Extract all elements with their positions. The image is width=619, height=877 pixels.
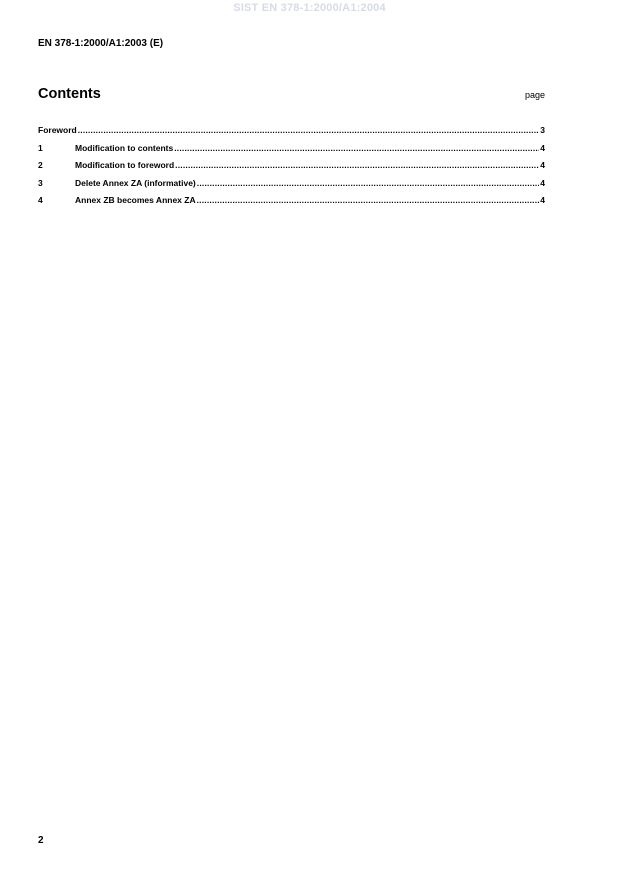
toc-entry-number: 2: [38, 160, 43, 170]
toc-entry-page: 4: [540, 177, 545, 188]
toc-entry-page: 3: [540, 125, 545, 135]
toc-entry-page: 4: [540, 142, 545, 153]
toc-entry-4[interactable]: [38, 195, 545, 213]
toc-dot-leader: [197, 195, 540, 205]
toc-entry-foreword[interactable]: [38, 125, 545, 143]
toc-entry-title: Modification to foreword: [75, 160, 175, 170]
toc-entry-page: 4: [540, 195, 545, 205]
page-number: 2: [38, 835, 44, 846]
document-watermark: SIST EN 378-1:2000/A1:2004: [233, 2, 386, 14]
toc-entry-number: 1: [38, 142, 43, 153]
toc-dot-leader: [78, 125, 540, 135]
toc-entry-title: Modification to contents: [75, 142, 174, 153]
toc-entry-2[interactable]: [38, 160, 545, 178]
toc-entry-title: Delete Annex ZA (informative): [75, 177, 196, 188]
toc-dot-leader: [174, 143, 539, 153]
toc-entry-page: 4: [540, 160, 545, 170]
toc-entry-number: 4: [38, 195, 43, 205]
toc-entry-3[interactable]: [38, 178, 545, 196]
toc-dot-leader: [175, 160, 539, 170]
toc-dot-leader: [197, 178, 540, 188]
toc-entry-number: 3: [38, 177, 43, 188]
toc-entry-title: Foreword: [38, 125, 77, 135]
contents-heading: Contents: [38, 86, 101, 102]
table-of-contents: [38, 125, 545, 213]
document-header: EN 378-1:2000/A1:2003 (E): [38, 38, 164, 49]
toc-entry-title: Annex ZB becomes Annex ZA: [75, 195, 196, 205]
toc-entry-1[interactable]: [38, 143, 545, 161]
page-column-label: page: [524, 90, 545, 100]
